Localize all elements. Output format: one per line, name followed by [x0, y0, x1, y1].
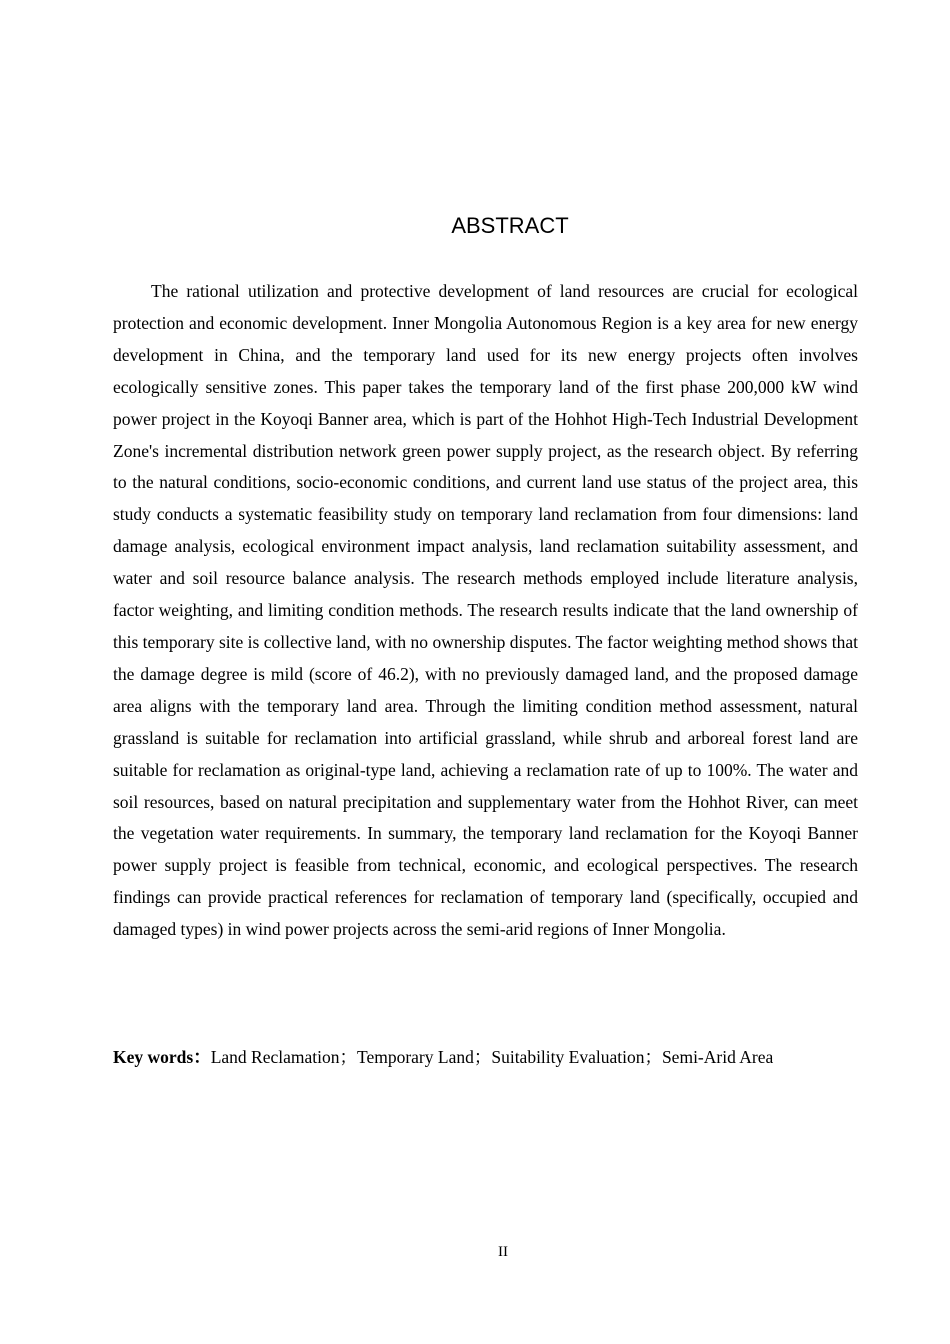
page-number: II	[498, 1244, 508, 1260]
keyword-separator: ；	[473, 1047, 492, 1067]
abstract-title: ABSTRACT	[451, 213, 569, 238]
abstract-body: The rational utilization and protective development of land resources are crucial for ecological protection and economic development. Inner Mongolia Autonomous Region is a key area for new energy development in China, and the temporary land used for its new energy projects often involves ecologically sensitive zones. This paper takes the temporary land of the first phase 200,000 kW wind power project in the Koyoqi Banner area, which is part of the Hohhot High-Tech Industrial Development Zone's incremental distribution network green power supply project, as the research object. By referring to the natural conditions, socio-economic conditions, and current land use status of the project area, this study conducts a systematic feasibility study on temporary land reclamation from four dimensions: land damage analysis, ecological environment impact analysis, land reclamation suitability assessment, and water and soil resource balance analysis. The research methods employed include literature analysis, factor weighting, and limiting condition methods. The research results indicate that the land ownership of this temporary site is collective land, with no ownership disputes. The factor weighting method shows that the damage degree is mild (score of 46.2), with no previously damaged land, and the proposed damage area aligns with the temporary land area. Through the limiting condition method assessment, natural grassland is suitable for reclamation into artificial grassland, while shrub and arboreal forest land are suitable for reclamation as original-type land, achieving a reclamation rate of up to 100%. The water and soil resources, based on natural precipitation and supplementary water from the Hohhot River, can meet the vegetation water requirements. In summary, the temporary land reclamation for the Koyoqi Banner power supply project is feasible from technical, economic, and ecological perspectives. The research findings can provide practical references for reclamation of temporary land (specifically, occupied and damaged types) in wind power projects across the semi-arid regions of Inner Mongolia.	[113, 281, 858, 940]
keyword-separator: ；	[644, 1047, 662, 1067]
keyword-item: Land Reclamation	[210, 1047, 340, 1067]
keyword-item: Suitability Evaluation	[491, 1047, 645, 1067]
keyword-separator: ；	[339, 1047, 357, 1067]
keywords-line	[113, 1042, 873, 1072]
keywords-label: Key words：	[113, 1047, 211, 1067]
keyword-item: Temporary Land	[356, 1047, 474, 1067]
keyword-item: Semi-Arid Area	[661, 1047, 774, 1067]
